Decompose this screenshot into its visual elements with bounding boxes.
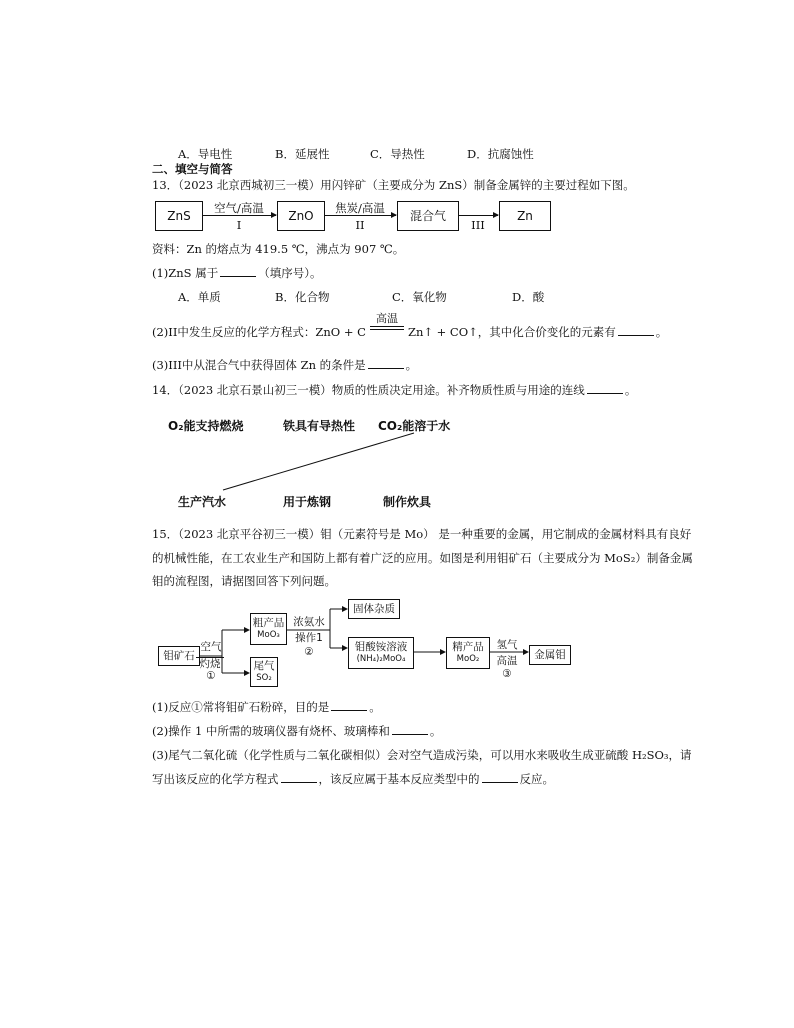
q15-part1-text: (1)反应①常将钼矿石粉碎，目的是 — [152, 700, 330, 714]
use-cookware: 制作炊具 — [383, 495, 432, 509]
use-steel: 用于炼钢 — [283, 495, 332, 509]
connection-co2-to-soda — [223, 433, 414, 490]
flow-arrow-1-top: 空气/高温 — [214, 201, 264, 215]
step2-top: 浓氨水 — [293, 616, 325, 628]
step3-num: ③ — [502, 668, 512, 680]
q15-part3-text: 写出该反应的化学方程式 — [152, 772, 279, 786]
q15-part1-blank[interactable] — [331, 700, 367, 711]
q15-part2 — [152, 724, 441, 738]
q15-stem-line1: 15．（2023 北京平谷初三一模）钼（元素符号是 Mo） 是一种重要的金属，用它制成的金属材料具有良好 — [152, 527, 692, 541]
box-solution — [348, 637, 414, 669]
q15-part3-blank1[interactable] — [281, 772, 317, 783]
q15-part3-line2 — [152, 772, 554, 786]
use-soda: 生产汽水 — [178, 495, 227, 509]
q13-part2-text: (2)II中发生反应的化学方程式：ZnO + C — [152, 325, 366, 339]
property-iron: 铁具有导热性 — [283, 419, 356, 433]
flow-arrow-2-bottom: II — [355, 218, 365, 232]
q13-part3-end: 。 — [405, 358, 418, 372]
step3-top: 氢气 — [496, 639, 518, 651]
solution-formula: (NH₄)₂MoO₄ — [356, 654, 406, 664]
q15-part1-end: 。 — [369, 700, 381, 714]
q15-part3-mid: ，该反应属于基本反应类型中的 — [318, 772, 480, 786]
flow-box-mixed-gas: 混合气 — [397, 201, 459, 231]
q13-option-a: A．单质 — [178, 290, 221, 304]
q14-stem-text: 14．（2023 北京石景山初三一模）物质的性质决定用途。补齐物质性质与用途的连线 — [152, 383, 585, 397]
q15-part3-blank2[interactable] — [482, 772, 518, 783]
q13-option-c: C．氧化物 — [392, 290, 447, 304]
flow-box-zns: ZnS — [155, 201, 203, 231]
gas-label: 尾气 — [253, 660, 275, 672]
step3-bottom: 高温 — [496, 655, 518, 667]
q15-part3-end: 反应。 — [519, 772, 554, 786]
q13-option-d: D．酸 — [512, 290, 545, 304]
flow-box-zn: Zn — [499, 201, 551, 231]
box-crude — [250, 613, 287, 645]
box-ore: 钼矿石 — [158, 646, 200, 666]
q13-part2-end: 。 — [655, 325, 668, 339]
q13-part3-text: (3)III中从混合气中获得固体 Zn 的条件是 — [152, 358, 366, 372]
q13-option-b: B．化合物 — [275, 290, 330, 304]
box-fine — [446, 637, 490, 669]
option-b: B．延展性 — [275, 147, 330, 161]
step2-bottom: 操作1 — [295, 632, 323, 644]
box-metal: 金属钼 — [529, 645, 571, 665]
q15-part2-blank[interactable] — [392, 724, 428, 735]
q13-part1-after: （填序号）。 — [258, 266, 322, 280]
gas-formula: SO₂ — [256, 673, 272, 683]
flow-arrow-1-bottom: I — [236, 218, 242, 232]
crude-formula: MoO₃ — [257, 630, 280, 640]
box-tail-gas — [250, 657, 278, 687]
flow-box-zno: ZnO — [277, 201, 325, 231]
option-c: C．导热性 — [370, 147, 425, 161]
q15-stem-line3: 钼的流程图，请据图回答下列问题。 — [152, 574, 336, 588]
q13-stem: 13．（2023 北京西城初三一模）用闪锌矿（主要成分为 ZnS）制备金属锌的主要过程如下图。 — [152, 178, 635, 192]
q13-part2-eq: Zn↑ + CO↑，其中化合价变化的元素有 — [407, 325, 616, 339]
step1-bottom: 灼烧 — [196, 657, 224, 670]
option-a: A．导电性 — [178, 147, 233, 161]
q15-part2-text: (2)操作 1 中所需的玻璃仪器有烧杯、玻璃棒和 — [152, 724, 390, 738]
option-d: D．抗腐蚀性 — [467, 147, 534, 161]
property-co2: CO₂能溶于水 — [378, 419, 451, 433]
q15-part1 — [152, 700, 381, 714]
crude-label: 粗产品 — [252, 617, 285, 629]
step2-num: ② — [304, 646, 314, 658]
q13-info: 资料：Zn 的熔点为 419.5 ℃，沸点为 907 ℃。 — [152, 242, 405, 256]
box-solid-impurity: 固体杂质 — [348, 599, 400, 619]
q13-part1-text: (1)ZnS 属于 — [152, 266, 219, 280]
flow-arrow-3-bottom: III — [471, 218, 485, 232]
section-heading: 二、填空与简答 — [152, 162, 233, 176]
q14-stem-end: 。 — [624, 383, 637, 397]
reaction-condition-text: 高温 — [375, 312, 398, 325]
step1-num: ① — [206, 670, 216, 682]
q15-part2-end: 。 — [429, 724, 442, 738]
fine-label: 精产品 — [452, 641, 484, 653]
solution-label: 钼酸铵溶液 — [354, 641, 408, 653]
q15-part3-line1: (3)尾气二氧化硫（化学性质与二氧化碳相似）会对空气造成污染，可以用水来吸收生成亚硫酸 H₂SO₃，请 — [152, 748, 692, 762]
q15-stem-line2: 的机械性能，在工农业生产和国防上都有着广泛的应用。如图是利用钼矿石（主要成分为 MoS₂）制备金属 — [152, 551, 693, 565]
property-o2: O₂能支持燃烧 — [168, 419, 244, 433]
fine-formula: MoO₂ — [456, 654, 480, 664]
step1-top: 空气 — [200, 641, 222, 653]
flow-arrow-2-top: 焦炭/高温 — [335, 201, 385, 215]
